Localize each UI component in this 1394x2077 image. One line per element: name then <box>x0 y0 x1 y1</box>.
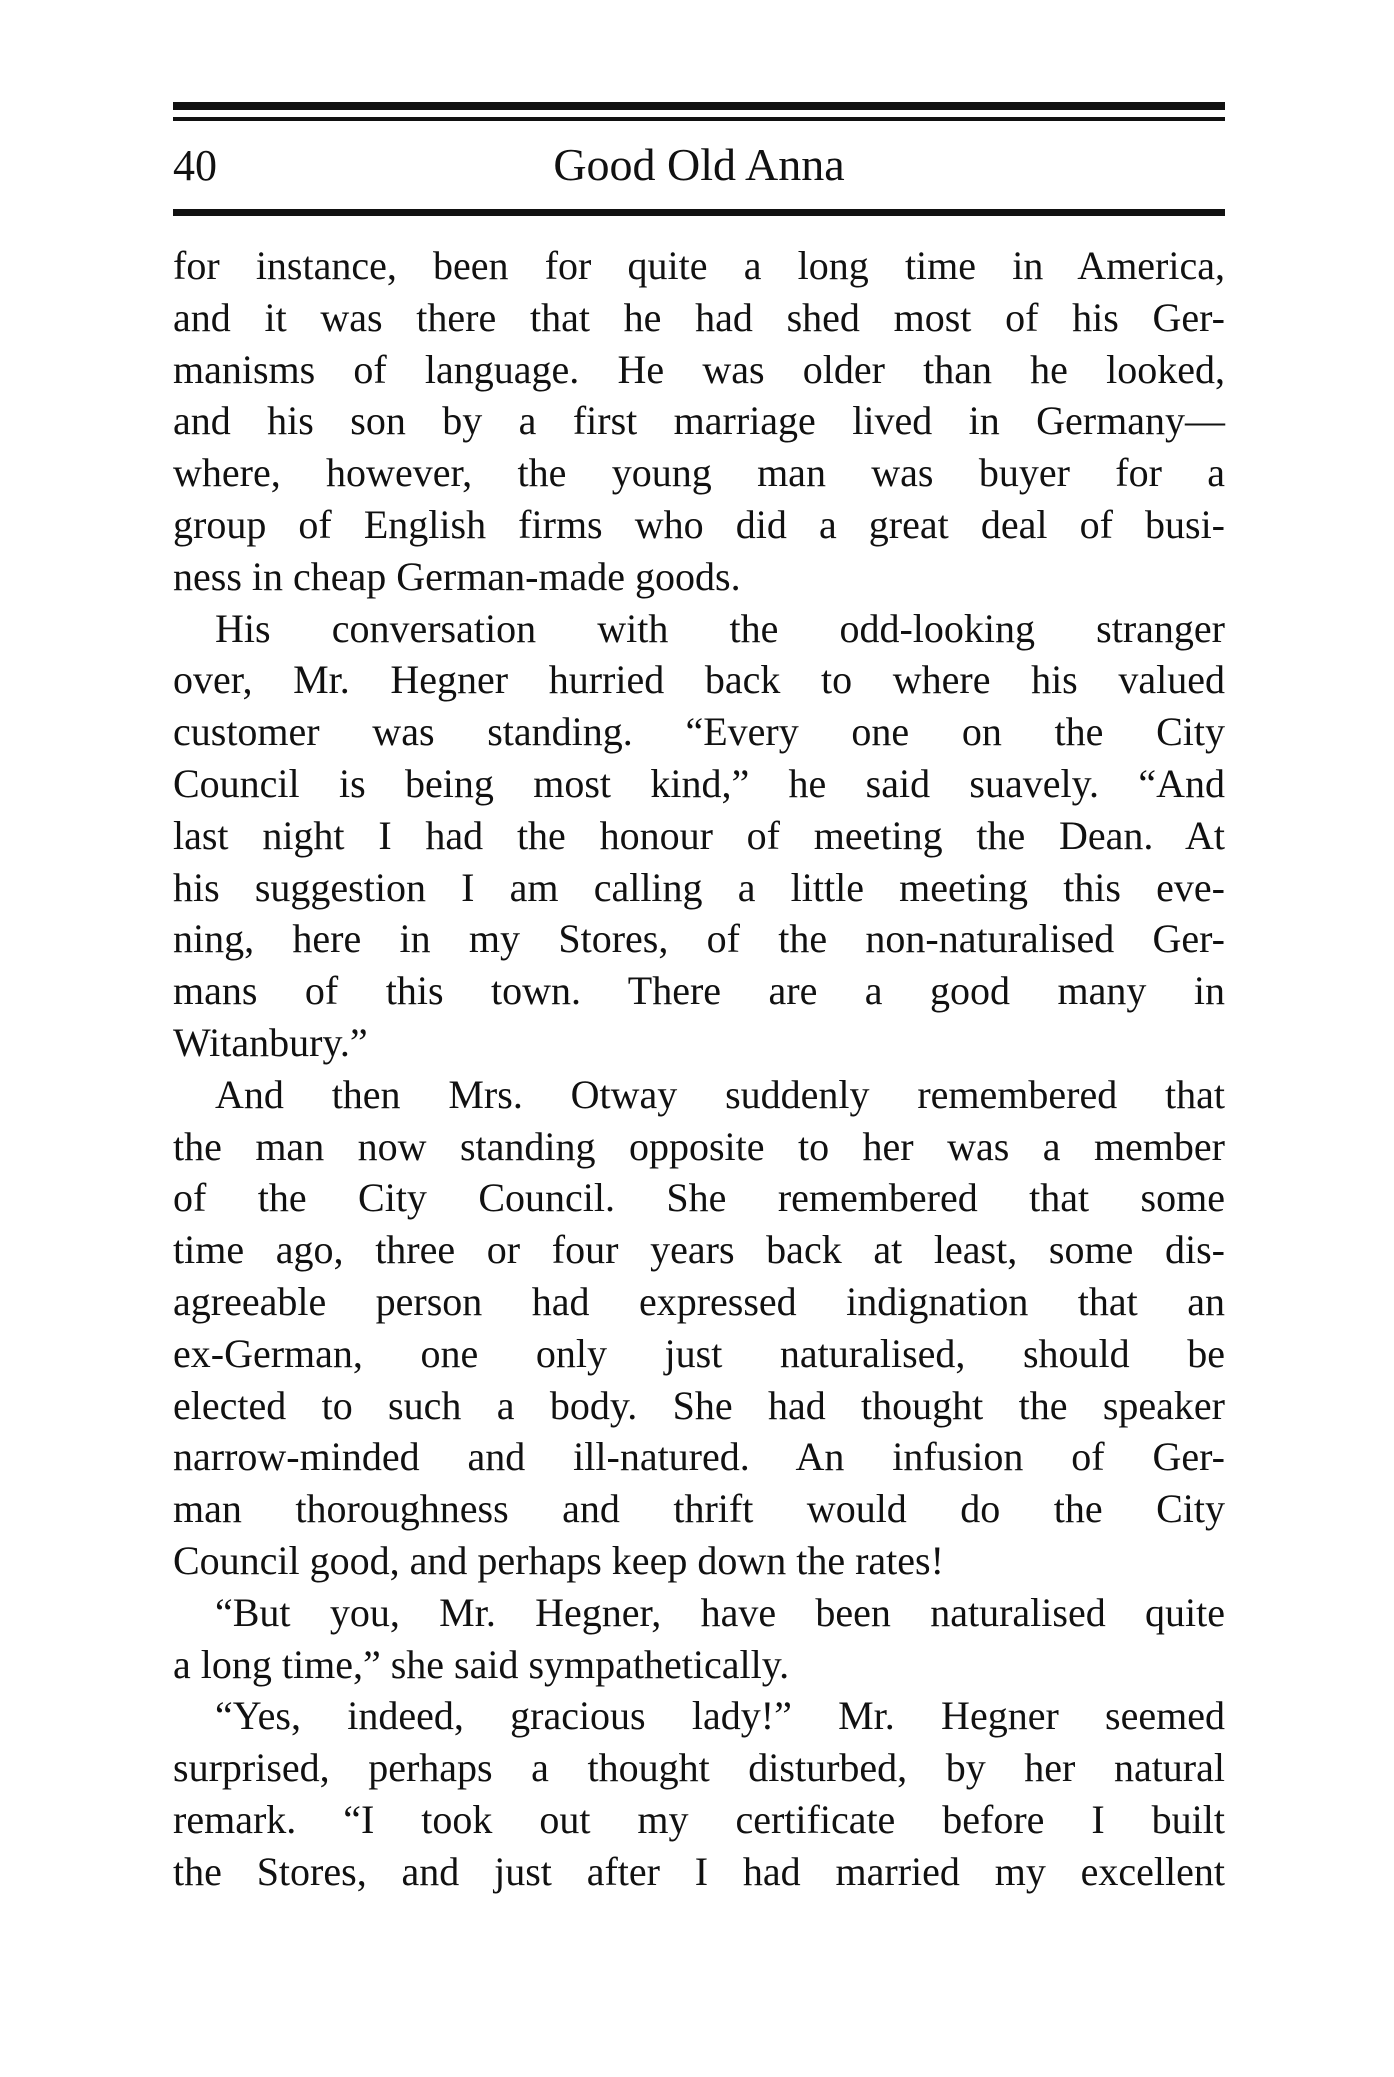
text-line: His conversation with the odd-looking stranger <box>215 605 1225 651</box>
body-text <box>173 240 1225 1898</box>
text-line: last night I had the honour of meeting the Dean. At <box>173 812 1225 858</box>
text-line: narrow-minded and ill-natured. An infusion of Ger- <box>173 1434 1225 1480</box>
text-line: ex-German, one only just naturalised, should be <box>173 1330 1225 1376</box>
text-line: over, Mr. Hegner hurried back to where his valued <box>173 657 1225 703</box>
header-rule-top-thick <box>173 102 1225 110</box>
text-line: for instance, been for quite a long time in America, <box>173 243 1225 288</box>
text-line: elected to such a body. She had thought the speaker <box>173 1382 1225 1428</box>
text-line: surprised, perhaps a thought disturbed, by her natural <box>173 1745 1225 1791</box>
text-line: group of English firms who did a great deal of busi- <box>173 501 1225 547</box>
text-line: Witanbury.” <box>173 1019 368 1065</box>
page-number: 40 <box>173 141 217 190</box>
running-title: Good Old Anna <box>553 139 845 190</box>
text-line: Council good, and perhaps keep down the rates! <box>173 1537 944 1583</box>
text-line: Council is being most kind,” he said suavely. “And <box>173 760 1225 806</box>
text-line: And then Mrs. Otway suddenly remembered that <box>215 1071 1225 1117</box>
text-line: of the City Council. She remembered that some <box>173 1175 1225 1221</box>
text-line: time ago, three or four years back at least, some dis- <box>173 1227 1225 1273</box>
text-line: “Yes, indeed, gracious lady!” Mr. Hegner seemed <box>215 1693 1225 1739</box>
text-line: the Stores, and just after I had married my excellent <box>173 1848 1225 1894</box>
text-line: his suggestion I am calling a little meeting this eve- <box>173 864 1225 910</box>
header-rule-top-thin <box>173 117 1225 121</box>
text-line: mans of this town. There are a good many in <box>173 968 1225 1014</box>
text-line: and his son by a first marriage lived in Germany— <box>173 398 1225 444</box>
text-line: remark. “I took out my certificate before I built <box>173 1796 1225 1842</box>
text-line: where, however, the young man was buyer for a <box>173 450 1225 496</box>
text-line: “But you, Mr. Hegner, have been naturalised quite <box>215 1589 1225 1635</box>
text-line: man thoroughness and thrift would do the City <box>173 1486 1225 1532</box>
text-line: agreeable person had expressed indignation that an <box>173 1278 1225 1324</box>
text-line: and it was there that he had shed most of his Ger- <box>173 294 1225 340</box>
text-line: ness in cheap German-made goods. <box>173 553 741 599</box>
header-rule-bottom <box>173 209 1225 216</box>
text-line: the man now standing opposite to her was a member <box>173 1123 1225 1169</box>
text-line: customer was standing. “Every one on the City <box>173 709 1225 755</box>
text-line: manisms of language. He was older than he looked, <box>173 346 1225 392</box>
text-line: ning, here in my Stores, of the non-naturalised Ger- <box>173 916 1225 962</box>
text-line: a long time,” she said sympathetically. <box>173 1641 790 1687</box>
